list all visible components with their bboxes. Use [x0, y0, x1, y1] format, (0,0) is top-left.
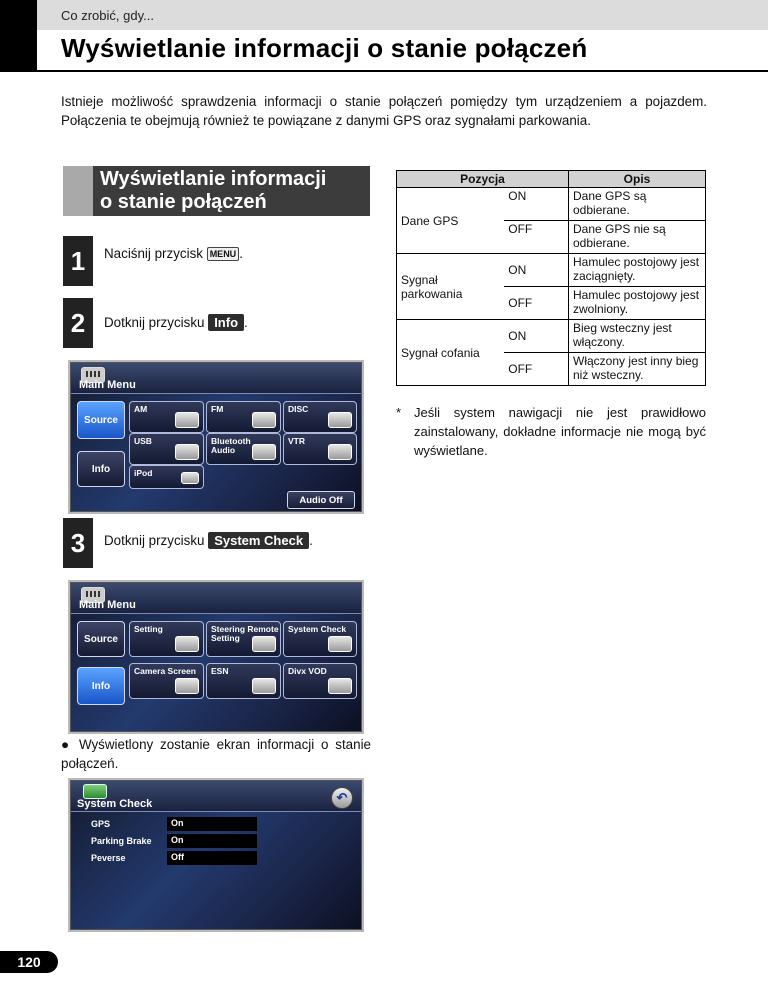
esn-button[interactable]: [206, 663, 281, 699]
system-check-button-chip: System Check: [208, 532, 309, 549]
main-menu-screen-audio: [70, 362, 362, 512]
gps-label: GPS: [91, 819, 111, 829]
breadcrumb: Co zrobić, gdy...: [61, 8, 154, 23]
step-3-number: 3: [63, 518, 93, 568]
ipod-icon: [181, 472, 199, 484]
page-number: 120: [0, 951, 58, 973]
status-table: [396, 170, 706, 386]
step-1-text: [104, 246, 243, 261]
step-3-suffix: .: [309, 533, 313, 548]
steering-remote-label: Steering Remote Setting: [211, 624, 279, 643]
reverse-label: Peverse: [91, 853, 126, 863]
vtr-button[interactable]: [283, 433, 357, 465]
description-cell: Bieg wsteczny jest włączony.: [569, 320, 706, 353]
description-cell: Hamulec postojowy jest zwolniony.: [569, 287, 706, 320]
section-heading-accent: [63, 166, 93, 216]
section-heading-line1: Wyświetlanie informacji: [100, 168, 327, 190]
disc-icon: [328, 678, 352, 694]
bullet-icon: ●: [61, 737, 79, 752]
state-cell: OFF: [504, 287, 568, 320]
divx-vod-button[interactable]: [283, 663, 357, 699]
step-3-label: Dotknij przycisku: [104, 533, 209, 548]
screen-title: Main Menu: [79, 379, 136, 391]
camera-screen-button[interactable]: [129, 663, 204, 699]
vtr-icon: [328, 444, 352, 460]
main-menu-screen-info: [70, 582, 362, 732]
source-button[interactable]: Source: [77, 401, 125, 439]
info-button[interactable]: Info: [77, 451, 125, 487]
table-row: [397, 188, 706, 221]
usb-button[interactable]: [129, 433, 204, 465]
group-name: Sygnał cofania: [397, 320, 505, 386]
state-cell: ON: [504, 254, 568, 287]
bluetooth-audio-button[interactable]: [206, 433, 281, 465]
back-icon[interactable]: ↶: [331, 787, 353, 809]
result-note: [61, 735, 371, 773]
usb-label: USB: [134, 436, 152, 446]
intro-paragraph: Istnieje możliwość sprawdzenia informacji o stanie połączeń pomiędzy tym urządzeniem a pojazdem. Połączenia te obejmują również te powiązane z danymi GPS oraz sygnałami parkowania.: [61, 94, 707, 128]
result-note-text: Wyświetlony zostanie ekran informacji o stanie połączeń.: [61, 737, 371, 771]
vtr-label: VTR: [288, 436, 305, 446]
esn-label: ESN: [211, 666, 229, 676]
footnote: [396, 403, 706, 460]
fm-label: FM: [211, 404, 224, 414]
camera-icon: [175, 678, 199, 694]
info-button-chip: Info: [208, 314, 244, 331]
bluetooth-icon: [252, 444, 276, 460]
usb-icon: [175, 444, 199, 460]
footnote-mark: *: [396, 405, 402, 420]
setting-label: Setting: [134, 624, 163, 634]
system-check-button[interactable]: [283, 621, 357, 657]
fm-button[interactable]: [206, 401, 281, 433]
camera-screen-label: Camera Screen: [134, 666, 196, 676]
step-2-number: 2: [63, 298, 93, 348]
source-button[interactable]: Source: [77, 621, 125, 657]
screen-title: System Check: [77, 798, 153, 810]
am-label: AM: [134, 404, 148, 414]
page-title: Wyświetlanie informacji o stanie połączeń: [61, 33, 588, 63]
disc-icon: [328, 412, 352, 428]
section-heading-line2: o stanie połączeń: [100, 191, 267, 213]
gps-value: On: [167, 817, 257, 831]
table-row: [397, 254, 706, 287]
ipod-button[interactable]: [129, 465, 204, 489]
section-heading: [100, 168, 365, 214]
header-black-tab: [0, 0, 37, 72]
parking-brake-label: Parking Brake: [91, 836, 152, 846]
menu-key: MENU: [207, 247, 240, 261]
state-cell: ON: [504, 320, 568, 353]
table-header-row: [397, 171, 706, 188]
system-check-label: System Check: [288, 624, 347, 634]
car-icon: [83, 784, 107, 799]
group-name: Sygnał parkowania: [397, 254, 505, 320]
am-button[interactable]: [129, 401, 204, 433]
state-cell: OFF: [504, 221, 568, 254]
step-2-label: Dotknij przycisku: [104, 315, 209, 330]
info-button[interactable]: Info: [77, 667, 125, 705]
step-2-text: [104, 314, 248, 331]
parking-brake-value: On: [167, 834, 257, 848]
state-cell: OFF: [504, 353, 568, 386]
steering-wheel-icon: [252, 636, 276, 652]
description-cell: Dane GPS są odbierane.: [569, 188, 706, 221]
steering-remote-setting-button[interactable]: [206, 621, 281, 657]
lock-icon: [252, 678, 276, 694]
disc-button[interactable]: [283, 401, 357, 433]
bluetooth-audio-label: Bluetooth Audio: [211, 436, 251, 455]
setting-button[interactable]: [129, 621, 204, 657]
state-cell: ON: [504, 188, 568, 221]
table-row: [397, 320, 706, 353]
ipod-label: iPod: [134, 468, 153, 478]
radio-icon: [252, 412, 276, 428]
settings-icon: [175, 636, 199, 652]
car-icon: [328, 636, 352, 652]
title-divider: [37, 70, 768, 72]
step-1-label: Naciśnij przycisk: [104, 246, 207, 261]
radio-icon: [175, 412, 199, 428]
step-3-text: [104, 532, 313, 549]
column-header-description: Opis: [569, 171, 706, 188]
description-cell: Włączony jest inny bieg niż wsteczny.: [569, 353, 706, 386]
step-1-number: 1: [63, 236, 93, 286]
divx-vod-label: Divx VOD: [288, 666, 327, 676]
disc-label: DISC: [288, 404, 309, 414]
step-2-suffix: .: [244, 315, 248, 330]
reverse-value: Off: [167, 851, 257, 865]
screen-title: Main Menu: [79, 599, 136, 611]
step-1-suffix: .: [239, 246, 243, 261]
description-cell: Dane GPS nie są odbierane.: [569, 221, 706, 254]
group-name: Dane GPS: [397, 188, 505, 254]
audio-off-button[interactable]: Audio Off: [287, 491, 355, 509]
column-header-position: Pozycja: [397, 171, 569, 188]
footnote-text: Jeśli system nawigacji nie jest prawidłowo zainstalowany, dokładne informacje nie mogą być wyświetlane.: [414, 405, 706, 458]
system-check-screen: [70, 780, 362, 930]
description-cell: Hamulec postojowy jest zaciągnięty.: [569, 254, 706, 287]
